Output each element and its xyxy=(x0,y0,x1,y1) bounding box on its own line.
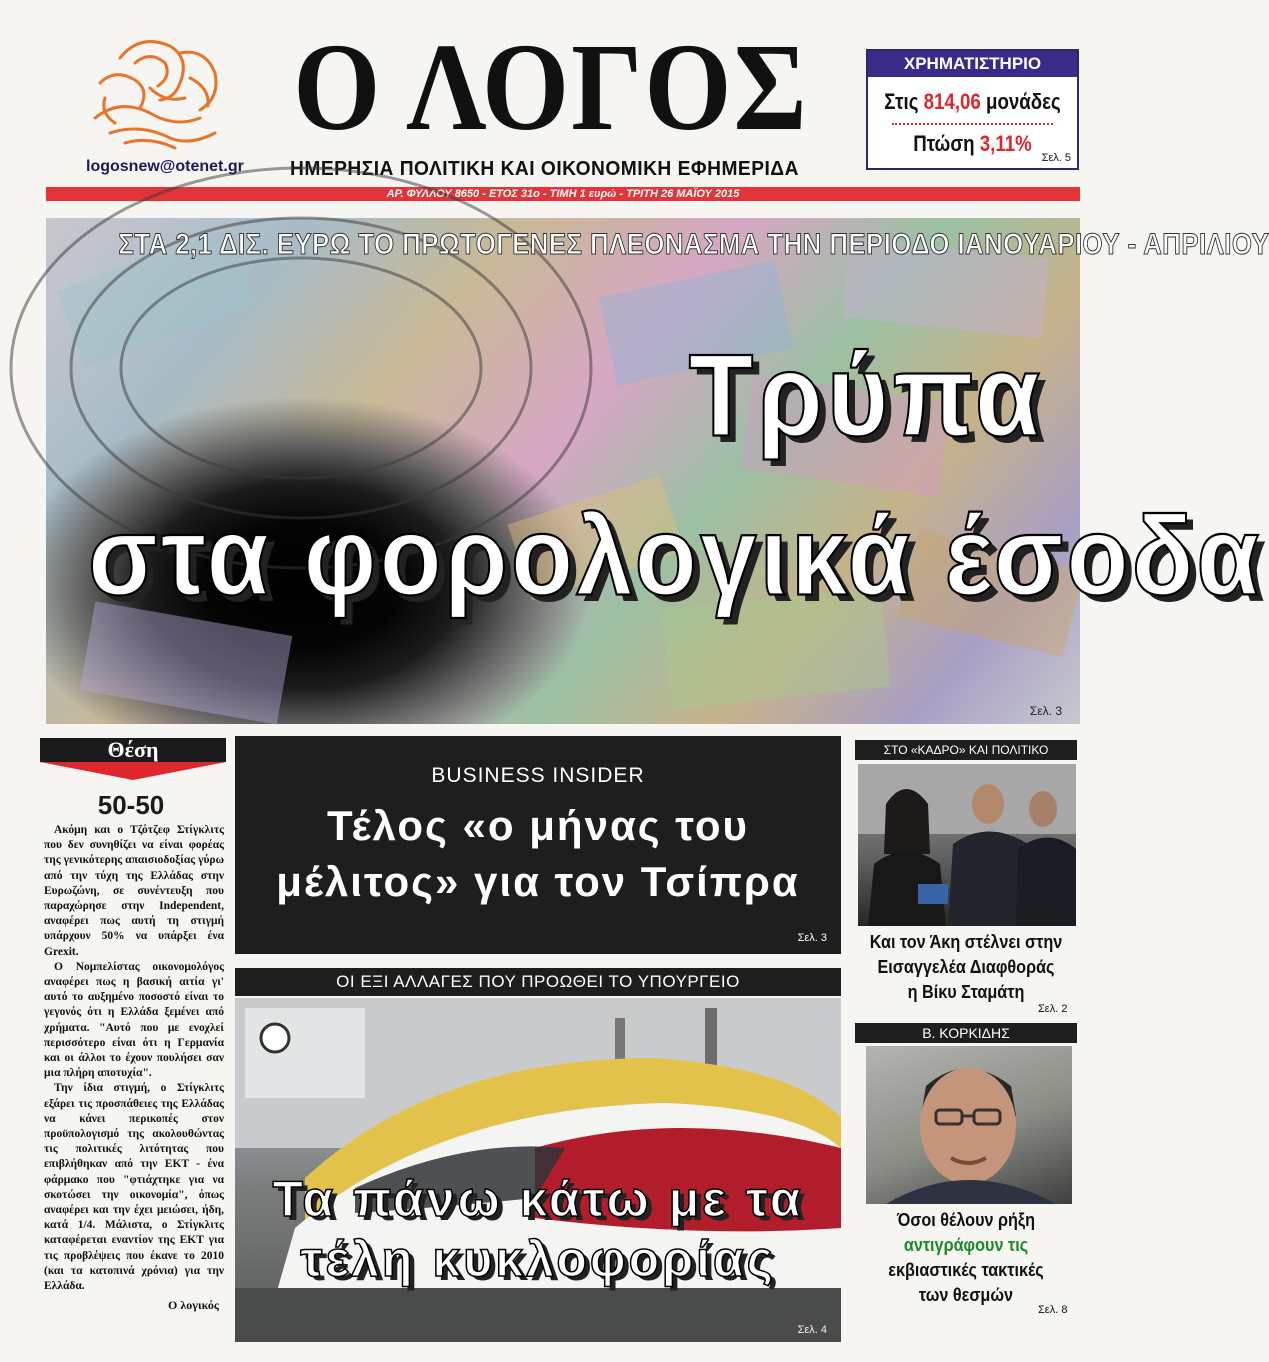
stock-exchange-header: ΧΡΗΜΑΤΙΣΤΗΡΙΟ xyxy=(868,51,1077,77)
stock-exchange-box[interactable] xyxy=(866,49,1079,170)
traffic-fees-headline-line1: Τα πάνω κάτω με τα xyxy=(272,1171,804,1227)
korkidis-page-ref: Σελ. 8 xyxy=(1038,1304,1068,1316)
korkidis-headline-line3: εκβιαστικές τακτικές xyxy=(888,1260,1044,1280)
stock-index-value: 814,06 xyxy=(923,89,981,114)
column-label xyxy=(40,738,226,782)
issue-info-bar xyxy=(46,187,1080,201)
column-paragraph: Ο Νομπελίστας οικονομολόγος αναφέρει πως η βασική αιτία γι' αυτό το αυξημένο ποσοστό είναι το γεγονός ότι η Ελλάδα ξεμένει από χρήματα. "Αυτό που με ενοχλεί περισσότερο είναι ότι η Γερμανία και οι άλλοι το έχουν πουλήσει σαν μια πλήρη αποτυχία". xyxy=(44,960,224,1080)
stock-change-value: 3,11% xyxy=(979,131,1032,156)
kadro-kicker: ΣΤΟ «ΚΑΔΡΟ» ΚΑΙ ΠΟΛΙΤΙΚΟ xyxy=(855,740,1077,760)
kadro-headline-line3: η Βίκυ Σταμάτη xyxy=(907,982,1025,1002)
traffic-fees-kicker: ΟΙ ΕΞΙ ΑΛΛΑΓΕΣ ΠΟΥ ΠΡΟΩΘΕΙ ΤΟ ΥΠΟΥΡΓΕΙΟ xyxy=(235,968,841,996)
newspaper-subtitle: ΗΜΕΡΗΣΙΑ ΠΟΛΙΤΙΚΗ ΚΑΙ ΟΙΚΟΝΟΜΙΚΗ ΕΦΗΜΕΡΙΔΑ xyxy=(290,158,799,180)
banknote-vortex-image xyxy=(46,218,1269,724)
lead-page-ref: Σελ. 3 xyxy=(1029,704,1062,718)
korkidis-kicker: Β. ΚΟΡΚΙΔΗΣ xyxy=(855,1023,1077,1043)
traffic-fees-story[interactable] xyxy=(235,998,841,1342)
contact-email[interactable]: logosnew@otenet.gr xyxy=(86,158,244,175)
korkidis-headline-line1: Όσοι θέλουν ρήξη xyxy=(896,1210,1036,1230)
column-label-text: Θέση xyxy=(40,738,226,762)
traffic-fees-headline-line2: τέλη κυκλοφορίας xyxy=(300,1231,776,1287)
lead-headline-line2: στα φορολογικά έσοδα xyxy=(88,493,1263,619)
kadro-page-ref: Σελ. 2 xyxy=(1038,1003,1068,1015)
newspaper-title: Ο ΛΟΓΟΣ xyxy=(293,18,809,157)
business-insider-headline-line1: Τέλος «ο μήνας του xyxy=(327,802,749,849)
business-insider-page-ref: Σελ. 3 xyxy=(797,932,827,944)
stock-index-line: Στις 814,06 μονάδες xyxy=(884,89,1061,114)
stock-divider xyxy=(892,123,1053,125)
lead-story[interactable] xyxy=(46,218,1269,724)
korkidis-headline xyxy=(866,1208,1066,1308)
column-body xyxy=(44,823,224,1294)
stock-change-line: Πτώση 3,11% xyxy=(913,131,1032,156)
business-insider-story[interactable] xyxy=(235,736,841,954)
lead-headline-line1: Τρύπα xyxy=(688,331,1044,461)
column-label-arrow xyxy=(40,762,226,780)
column-paragraph: Την ίδια στιγμή, ο Στίγκλιτς εξάρει τις προσπάθειες της Ελλάδας να κάνει περικοπές στον προϋπολογισμό της ακολουθώντας τις πολιτικές λιτότητας που επιβλήθηκαν από την ΕΚΤ - ένα φάρμακο που "φτιάχτηκε για να σκοτώσει την οικονομία", όπως αναφέρει και την έχει μειώσει, ήδη, κατά 1/4. Μάλιστα, ο Στίγκλιτς καταφέρεται εναντίον της ΕΚΤ για τις προβλέψεις που έκανε το 2010 (και τα κατοπινά χρόνια) για την Ελλάδα. xyxy=(44,1082,224,1293)
business-insider-kicker: BUSINESS INSIDER xyxy=(431,764,645,787)
kadro-photo xyxy=(858,764,1076,926)
traffic-fees-page-ref: Σελ. 4 xyxy=(797,1324,827,1336)
business-insider-headline-line2: μέλιτος» για τον Τσίπρα xyxy=(276,858,800,905)
korkidis-headline-line4: των θεσμών xyxy=(918,1285,1014,1305)
korkidis-headline-line2: αντιγράφουν τις xyxy=(903,1235,1029,1255)
korkidis-photo xyxy=(866,1046,1072,1204)
column-headline: 50-50 xyxy=(97,790,165,820)
column-paragraph: Ακόμη και ο Τζότζεφ Στίγκλιτς που δεν συνηθίζει να είναι φορέας της γενικότερης απαισιοδοξίας γύρω από την τύχη της Ελλάδας στην Ευρωζώνη, σε συνέντευξη που παραχώρησε στην Independent, αναφέρει πως αυτή τη στιγμή υπάρχουν 50% να υπάρξει ένα Grexit. xyxy=(44,824,224,958)
kadro-headline xyxy=(866,930,1066,1005)
issue-info-text: ΑΡ. ΦΥΛΛΟΥ 8650 - ΕΤΟΣ 31ο - ΤΙΜΗ 1 ευρώ - ΤΡΙΤΗ 26 ΜΑΪΟΥ 2015 xyxy=(386,188,740,200)
lead-strapline: ΣΤΑ 2,1 ΔΙΣ. ΕΥΡΩ ΤΟ ΠΡΩΤΟΓΕΝΕΣ ΠΛΕΟΝΑΣΜΑ ΤΗΝ ΠΕΡΙΟΔΟ ΙΑΝΟΥΑΡΙΟΥ - ΑΠΡΙΛΙΟΥ xyxy=(118,228,1269,261)
kadro-headline-line2: Εισαγγελέα Διαφθοράς xyxy=(877,957,1055,977)
masthead-logo-illustration xyxy=(80,28,240,153)
kadro-headline-line1: Και τον Άκη στέλνει στην xyxy=(869,932,1063,952)
column-signature: Ο λογικός xyxy=(168,1298,219,1312)
stock-page-ref: Σελ. 5 xyxy=(1041,152,1071,164)
business-insider-headline xyxy=(235,798,841,910)
